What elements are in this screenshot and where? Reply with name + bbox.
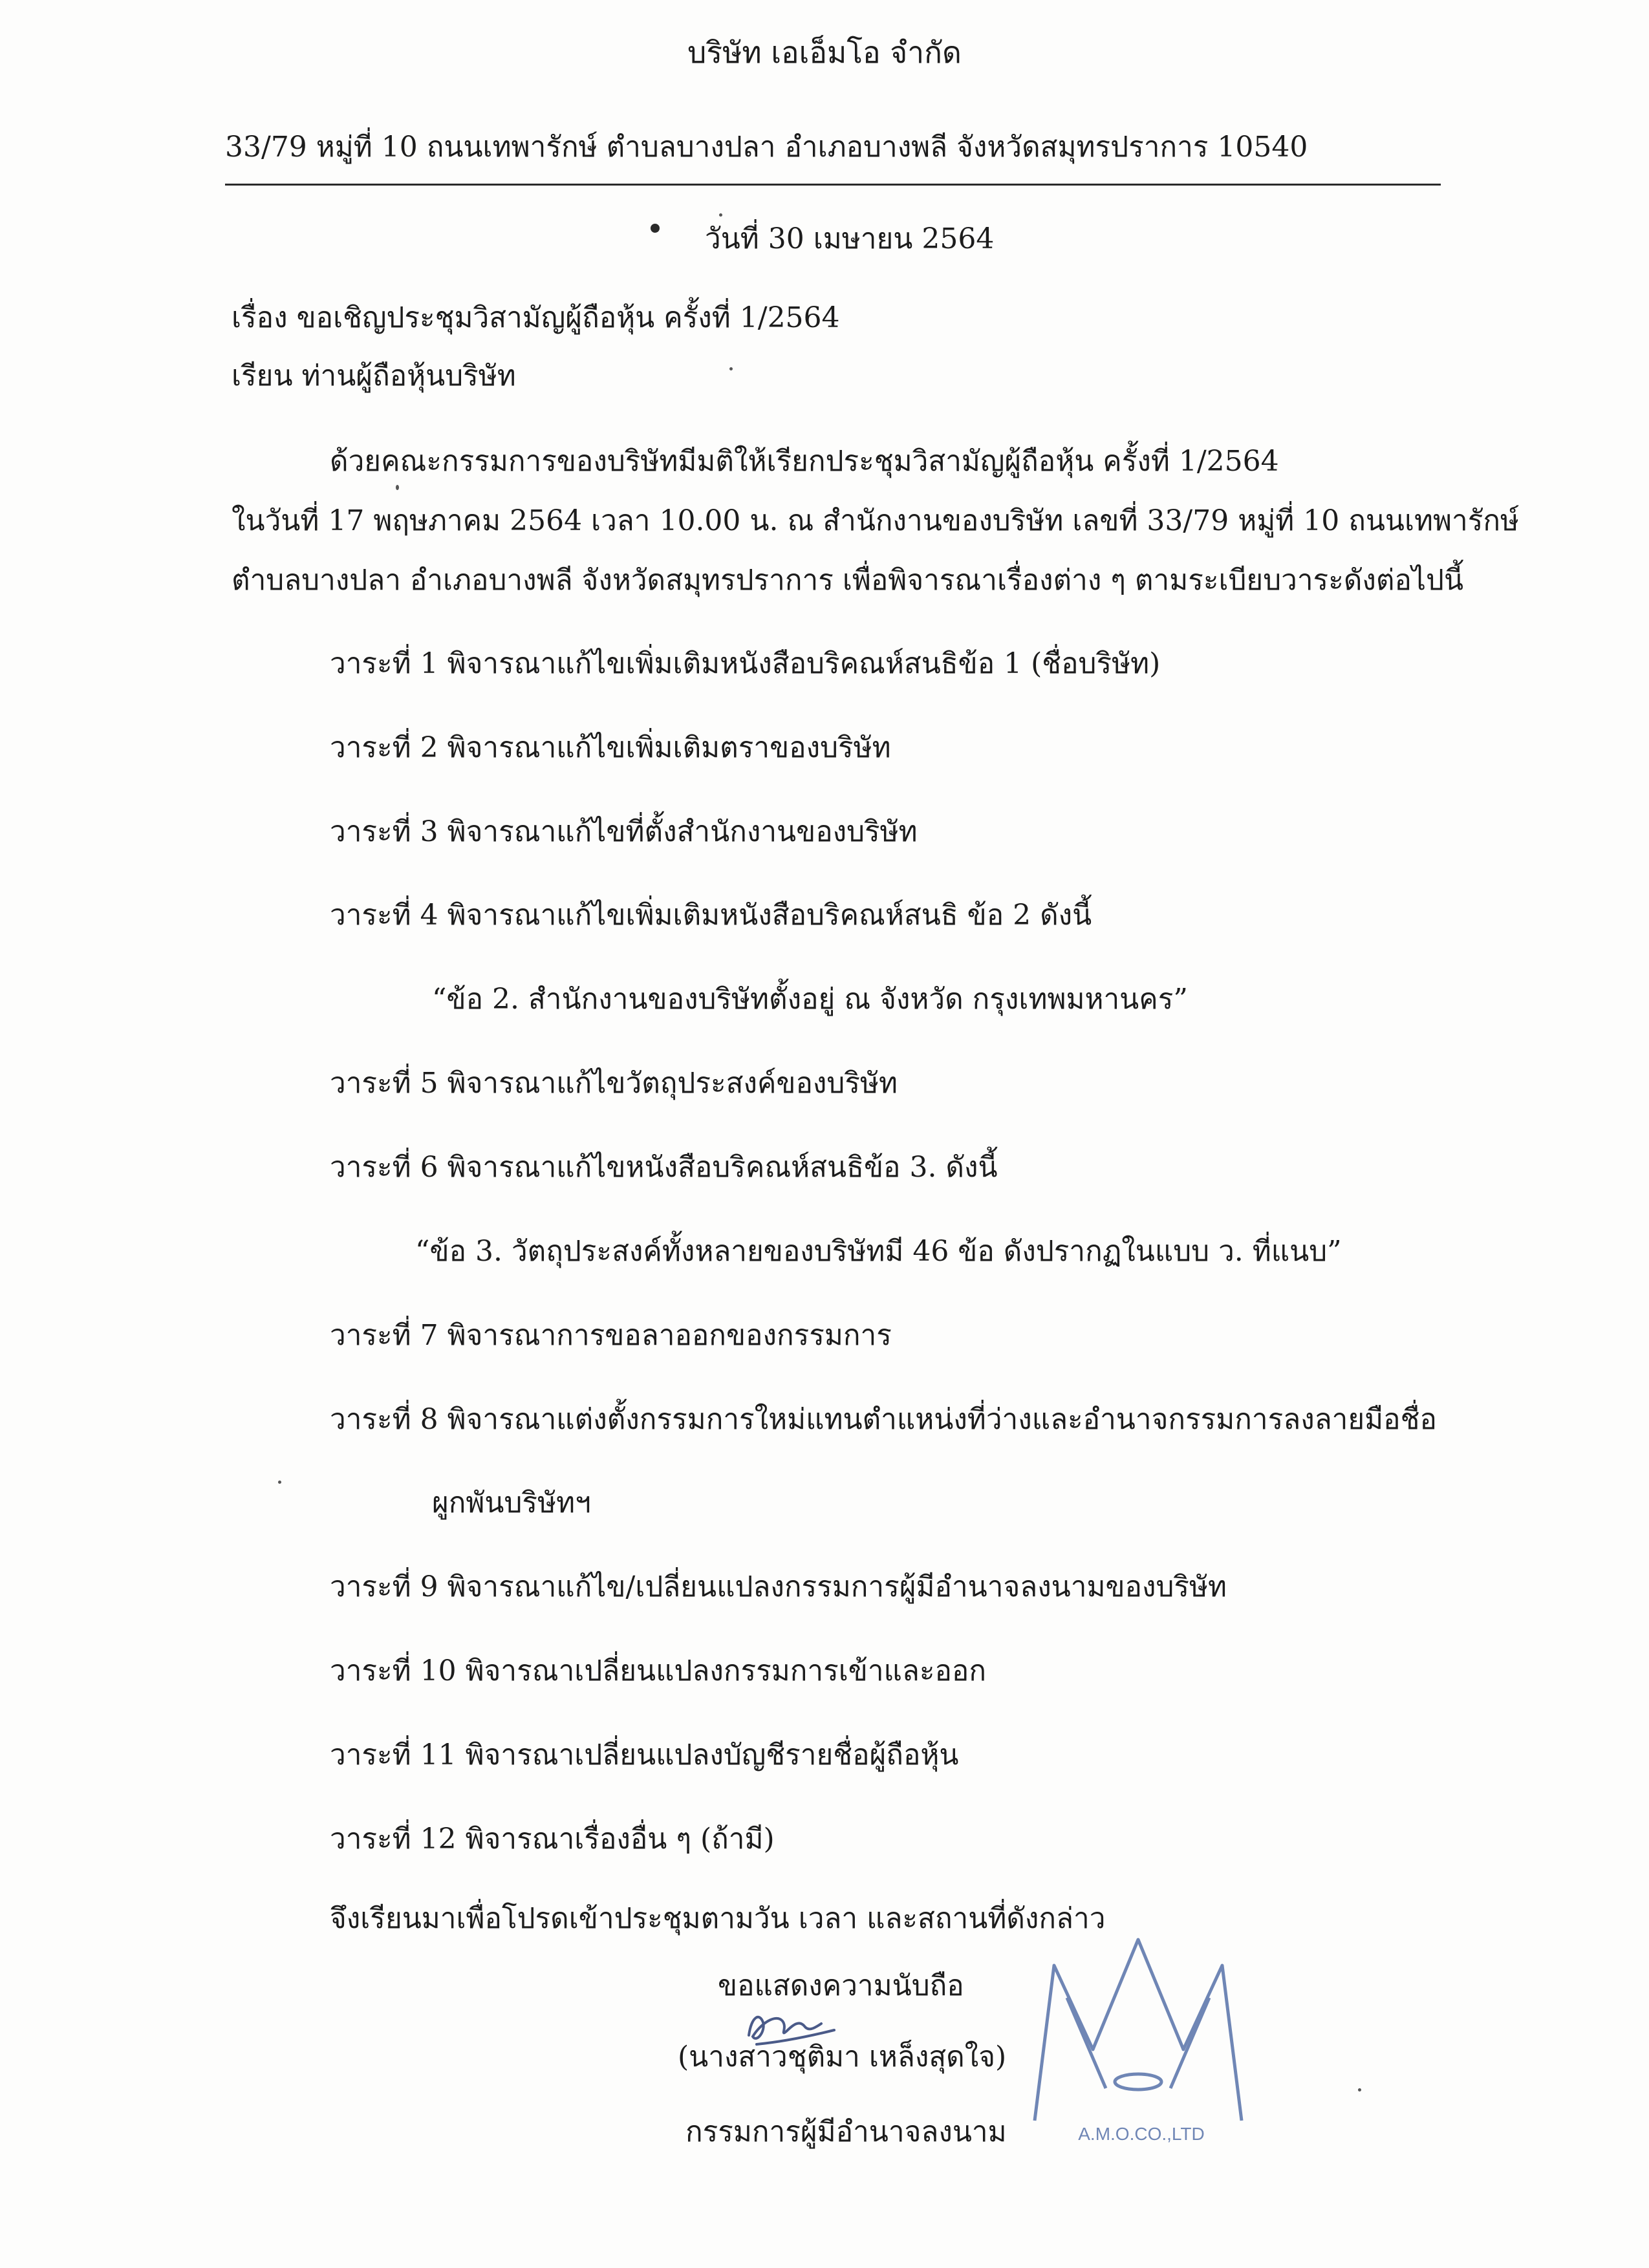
- company-name: บริษัท เอเอ็มโอ จำกัด: [687, 35, 962, 70]
- agenda-item-8: วาระที่ 8 พิจารณาแต่งตั้งกรรมการใหม่แทนตำแหน่งที่ว่างและอำนาจกรรมการลงลายมือชื่อ: [330, 1403, 1437, 1436]
- signer-title: กรรมการผู้มีอำนาจลงนาม: [685, 2115, 1007, 2148]
- letter-subject: เรื่อง ขอเชิญประชุมวิสามัญผู้ถือหุ้น ครั้งที่ 1/2564: [232, 301, 840, 334]
- agenda-item-8-continued: ผูกพันบริษัทฯ: [432, 1486, 591, 1519]
- agenda-item-3: วาระที่ 3 พิจารณาแก้ไขที่ตั้งสำนักงานของบริษัท: [330, 815, 918, 848]
- agenda-item-2: วาระที่ 2 พิจารณาแก้ไขเพิ่มเติมตราของบริษัท: [330, 731, 891, 764]
- intro-line-2: ในวันที่ 17 พฤษภาคม 2564 เวลา 10.00 น. ณ สำนักงานของบริษัท เลขที่ 33/79 หมู่ที่ 10 ถนนเทพารักษ์: [232, 504, 1520, 537]
- agenda-item-11: วาระที่ 11 พิจารณาเปลี่ยนแปลงบัญชีรายชื่อผู้ถือหุ้น: [330, 1738, 959, 1771]
- speck: [719, 213, 722, 217]
- agenda-quote-clause-3: “ข้อ 3. วัตถุประสงค์ทั้งหลายของบริษัทมี 46 ข้อ ดังปรากฏในแบบ ว. ที่แนบ”: [415, 1235, 1342, 1268]
- agenda-item-6: วาระที่ 6 พิจารณาแก้ไขหนังสือบริคณห์สนธิข้อ 3. ดังนี้: [330, 1151, 998, 1184]
- agenda-item-9: วาระที่ 9 พิจารณาแก้ไข/เปลี่ยนแปลงกรรมการผู้มีอำนาจลงนามของบริษัท: [330, 1570, 1227, 1603]
- letter-salutation: เรียน ท่านผู้ถือหุ้นบริษัท: [232, 359, 516, 392]
- agenda-item-4: วาระที่ 4 พิจารณาแก้ไขเพิ่มเติมหนังสือบริคณห์สนธิ ข้อ 2 ดังนี้: [330, 899, 1092, 932]
- stamp-text: A.M.O.CO.,LTD: [1078, 2124, 1205, 2144]
- speck: [729, 367, 733, 370]
- speck: [1358, 2088, 1361, 2091]
- agenda-item-5: วาระที่ 5 พิจารณาแก้ไขวัตถุประสงค์ของบริษัท: [330, 1067, 898, 1100]
- company-stamp-logo: [1028, 1927, 1255, 2146]
- intro-line-1: ด้วยคณะกรรมการของบริษัทมีมติให้เรียกประชุมวิสามัญผู้ถือหุ้น ครั้งที่ 1/2564: [330, 445, 1279, 478]
- company-address: 33/79 หมู่ที่ 10 ถนนเทพารักษ์ ตำบลบางปลา อำเภอบางพลี จังหวัดสมุทรปราการ 10540: [225, 131, 1308, 164]
- letter-date: วันที่ 30 เมษายน 2564: [705, 222, 995, 255]
- signer-name: (นางสาวชุติมา เหล็งสุดใจ): [678, 2040, 1007, 2073]
- agenda-item-7: วาระที่ 7 พิจารณาการขอลาออกของกรรมการ: [330, 1319, 892, 1352]
- regards-text: ขอแสดงความนับถือ: [718, 1969, 964, 2002]
- intro-line-3: ตำบลบางปลา อำเภอบางพลี จังหวัดสมุทรปราการ เพื่อพิจารณาเรื่องต่าง ๆ ตามระเบียบวาระดังต่อไปนี้: [232, 564, 1464, 597]
- agenda-item-1: วาระที่ 1 พิจารณาแก้ไขเพิ่มเติมหนังสือบริคณห์สนธิข้อ 1 (ชื่อบริษัท): [330, 647, 1161, 680]
- agenda-item-12: วาระที่ 12 พิจารณาเรื่องอื่น ๆ (ถ้ามี): [330, 1823, 775, 1856]
- ink-dot: [651, 224, 660, 233]
- header-divider: [225, 184, 1441, 186]
- agenda-item-10: วาระที่ 10 พิจารณาเปลี่ยนแปลงกรรมการเข้าและออก: [330, 1654, 986, 1687]
- closing-sentence: จึงเรียนมาเพื่อโปรดเข้าประชุมตามวัน เวลา และสถานที่ดังกล่าว: [330, 1902, 1106, 1935]
- speck: [278, 1481, 281, 1484]
- speck: [396, 485, 399, 490]
- agenda-quote-clause-2: “ข้อ 2. สำนักงานของบริษัทตั้งอยู่ ณ จังหวัด กรุงเทพมหานคร”: [432, 983, 1188, 1016]
